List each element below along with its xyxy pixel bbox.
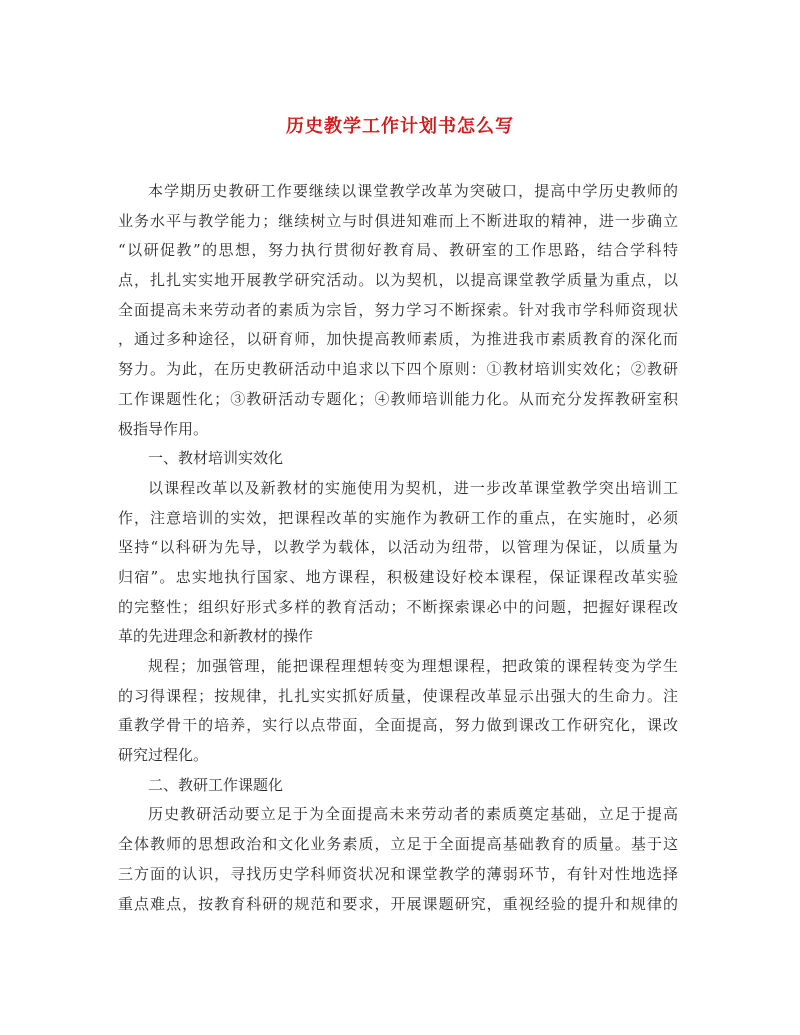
text-line: 规程；加强管理，能把课程理想转变为理想课程，把政策的课程转变为学生 (148, 657, 678, 675)
text-line: 努力。为此，在历史教研活动中追求以下四个原则：①教材培训实效化；②教研 (118, 360, 678, 379)
text-line: 研究过程化。 (118, 746, 209, 765)
document-title: 历史教学工作计划书怎么写 (286, 116, 514, 137)
section-heading: 二、教研工作课题化 (148, 775, 284, 794)
text-line: 的完整性；组织好形式多样的教育活动；不断探索课必中的问题，把握好课程改 (118, 597, 678, 616)
document-body (118, 177, 678, 919)
text-line: 本学期历史教研工作要继续以课堂教学改革为突破口，提高中学历史教师的 (148, 182, 678, 200)
text-line: 全体教师的思想政治和文化业务素质，立足于全面提高基础教育的质量。基于这 (118, 835, 678, 854)
text-line: 业务水平与教学能力；继续树立与时俱进知难而上不断进取的精神，进一步确立 (118, 211, 678, 230)
text-line: 点，扎扎实实地开展教学研究活动。以为契机，以提高课堂教学质量为重点，以 (118, 271, 678, 290)
text-line: 的习得课程；按规律，扎扎实实抓好质量，使课程改革显示出强大的生命力。注 (118, 686, 678, 705)
text-line: 坚持“以科研为先导，以教学为载体，以活动为纽带，以管理为保证，以质量为 (118, 538, 678, 557)
text-line: 作，注意培训的实效，把课程改革的实施作为教研工作的重点，在实施时，必须 (118, 508, 678, 527)
text-line: 历史教研活动要立足于为全面提高未来劳动者的素质奠定基础，立足于提高 (148, 805, 678, 824)
text-line: 重教学骨干的培养，实行以点带面，全面提高，努力做到课改工作研究化，课改 (118, 716, 678, 735)
text-line: 工作课题性化；③教研活动专题化；④教师培训能力化。从而充分发挥教研室积 (118, 389, 678, 408)
text-line: 三方面的认识，寻找历史学科师资状况和课堂教学的薄弱环节，有针对性地选择 (118, 864, 678, 883)
text-line: 极指导作用。 (118, 419, 209, 438)
text-line: 全面提高未来劳动者的素质为宗旨，努力学习不断探索。针对我市学科师资现状 (118, 300, 678, 319)
text-line: 归宿”。忠实地执行国家、地方课程，积极建设好校本课程，保证课程改革实验 (118, 567, 678, 586)
text-line: ，通过多种途径，以研育师，加快提高教师素质，为推进我市素质教育的深化而 (118, 330, 678, 349)
text-line: 以课程改革以及新教材的实施使用为契机，进一步改革课堂教学突出培训工 (148, 478, 678, 497)
section-heading: 一、教材培训实效化 (148, 449, 284, 468)
text-line: 重点难点，按教育科研的规范和要求，开展课题研究，重视经验的提升和规律的 (118, 894, 678, 913)
text-line: 革的先进理念和新教材的操作 (118, 627, 314, 646)
text-line: “以研促教”的思想，努力执行贯彻好教育局、教研室的工作思路，结合学科特 (118, 241, 678, 260)
